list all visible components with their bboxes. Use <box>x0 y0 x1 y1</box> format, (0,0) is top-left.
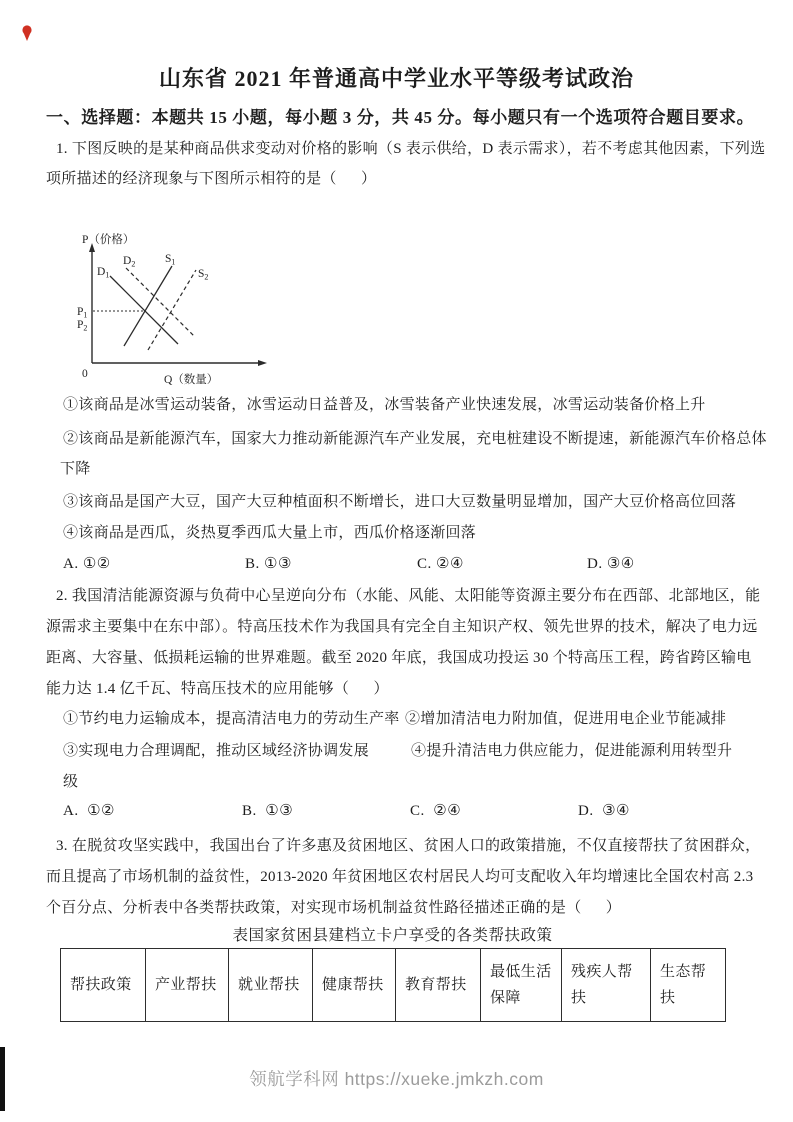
section-header: 一、选择题：本题共 15 小题，每小题 3 分，共 45 分。每小题只有一个选项符合题目要求。 <box>46 108 755 127</box>
s1-label: $S_1$ <box>165 253 176 267</box>
p1-label: $P_1$ <box>77 306 88 320</box>
x-axis-arrow-icon <box>258 360 267 366</box>
x-axis-label: Q（数量） <box>164 374 219 386</box>
origin-label: 0 <box>82 368 88 380</box>
q2-text-line1: 2. 我国清洁能源资源与负荷中心呈逆向分布（水能、风能、太阳能等资源主要分布在西部、北部地区，能 <box>56 588 761 604</box>
page-title: 山东省 2021 年普通高中学业水平等级考试政治 <box>158 66 634 91</box>
table-cell: 就业帮扶 <box>229 949 313 1022</box>
y-axis-label: P（价格） <box>82 234 135 246</box>
q1-option-3: ③该商品是国产大豆，国产大豆种植面积不断增长，进口大豆数量明显增加，国产大豆价格高位回落 <box>63 494 737 510</box>
q2-text-line4: 能力达 1.4 亿千瓦、特高压技术的应用能够（ ） <box>46 681 389 697</box>
q2-option-4-cont: 级 <box>63 774 79 790</box>
supply-line-s1 <box>124 266 172 346</box>
q2-text-line2: 源需求主要集中在东中部）。特高压技术作为我国具有完全自主知识产权、领先世界的技术，解决了电力远 <box>46 619 758 635</box>
table-cell: 帮扶政策 <box>61 949 146 1022</box>
q1-text-line2: 项所描述的经济现象与下图所示相符的是（ ） <box>46 171 377 187</box>
table-row <box>61 949 726 1022</box>
q1-option-2: ②该商品是新能源汽车，国家大力推动新能源汽车产业发展，充电桩建设不断提速，新能源汽车价格总体 <box>63 431 767 447</box>
q3-text-line2: 而且提高了市场机制的益贫性，2013-2020 年贫困地区农村居民人均可支配收入年均增速比全国农村高 2.3 <box>46 869 754 885</box>
p2-label: $P_2$ <box>77 319 88 333</box>
q2-choice-d: D. ③④ <box>578 803 630 819</box>
q2-option-1: ①节约电力运输成本，提高清洁电力的劳动生产率 <box>63 711 400 727</box>
watermark-text: 领航学科网 https://xueke.jmkzh.com <box>249 1069 544 1089</box>
q1-text-line1: 1. 下图反映的是某种商品供求变动对价格的影响（S 表示供给，D 表示需求），若不考虑其他因素，下列选 <box>56 141 766 157</box>
q2-option-4: ④提升清洁电力供应能力，促进能源利用转型升 <box>411 743 733 759</box>
q1-choice-d: D. ③④ <box>587 556 635 572</box>
q2-choice-b: B. ①③ <box>242 803 294 819</box>
q2-text-line3: 距离、大容量、低损耗运输的世界难题。截至 2020 年底，我国成功投运 30 个特高压工程，跨省跨区输电 <box>46 650 752 666</box>
supply-demand-graph <box>74 195 274 386</box>
q1-option-4: ④该商品是西瓜，炎热夏季西瓜大量上市，西瓜价格逐渐回落 <box>63 525 477 541</box>
q3-text-line1: 3. 在脱贫攻坚实践中，我国出台了许多惠及贫困地区、贫困人口的政策措施，不仅直接帮扶了贫困群众， <box>56 838 761 854</box>
d2-label: $D_2$ <box>123 255 136 269</box>
q2-option-3: ③实现电力合理调配，推动区域经济协调发展 <box>63 743 370 759</box>
d1-label: $D_1$ <box>97 266 110 280</box>
q1-option-2-cont: 下降 <box>60 461 91 477</box>
q2-choice-a: A. ①② <box>63 803 115 819</box>
table-cell: 最低生活保障 <box>481 949 562 1022</box>
table-cell: 教育帮扶 <box>396 949 481 1022</box>
table-caption: 表国家贫困县建档立卡户享受的各类帮扶政策 <box>232 927 553 944</box>
q1-choice-b: B. ①③ <box>245 556 292 572</box>
s2-label: $S_2$ <box>198 268 209 282</box>
policy-table <box>60 948 726 1022</box>
q1-choice-c: C. ②④ <box>417 556 464 572</box>
q1-option-1: ①该商品是冰雪运动装备，冰雪运动日益普及，冰雪装备产业快速发展，冰雪运动装备价格上升 <box>63 397 706 413</box>
q1-choice-a: A. ①② <box>63 556 111 572</box>
red-pin-icon <box>5 7 17 23</box>
q2-choice-c: C. ②④ <box>410 803 462 819</box>
q2-option-2: ②增加清洁电力附加值，促进用电企业节能减排 <box>405 711 727 727</box>
table-cell: 产业帮扶 <box>146 949 229 1022</box>
scan-edge-bar <box>0 1047 5 1111</box>
table-cell: 健康帮扶 <box>313 949 396 1022</box>
table-cell: 残疾人帮扶 <box>562 949 651 1022</box>
table-cell: 生态帮扶 <box>651 949 726 1022</box>
q3-text-line3: 个百分点、分析表中各类帮扶政策，对实现市场机制益贫性路径描述正确的是（ ） <box>46 900 622 916</box>
